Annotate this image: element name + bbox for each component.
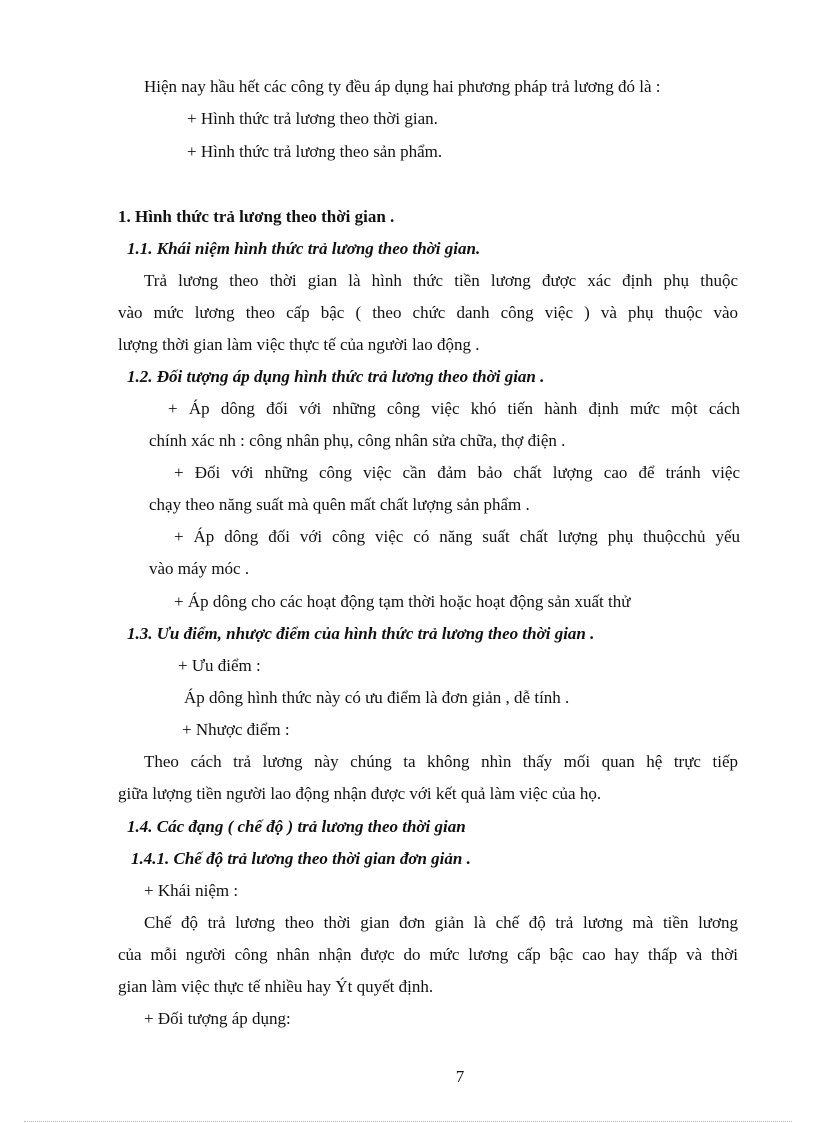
intro-paragraph: Hiện nay hầu hết các công ty đều áp dụng hai phương pháp trả lương đó là : (144, 77, 661, 96)
paragraph-line: vào mức lương theo cấp bậc ( theo chức danh công việc ) và phụ thuộc vào (118, 303, 738, 322)
section-heading-1: 1. Hình thức trả lương theo thời gian . (118, 207, 395, 226)
paragraph-line: + Khái niệm : (144, 881, 239, 900)
subsection-heading-1-1: 1.1. Khái niệm hình thức trả lương theo thời gian. (127, 239, 481, 258)
subsection-heading-1-2: 1.2. Đối tượng áp dụng hình thức trả lương theo thời gian . (127, 367, 545, 386)
paragraph-line: + Áp dông đối với những công việc khó tiến hành định mức một cách (168, 399, 740, 418)
paragraph-line: Trả lương theo thời gian là hình thức tiền lương được xác định phụ thuộc (144, 271, 738, 290)
paragraph-line: + Ưu điểm : (178, 656, 261, 675)
subsection-heading-1-4-1: 1.4.1. Chế độ trả lương theo thời gian đơn giản . (131, 849, 471, 868)
page-bottom-divider (24, 1121, 792, 1122)
paragraph-line: gian làm việc thực tế nhiều hay Ýt quyết định. (118, 977, 434, 996)
paragraph-line: lượng thời gian làm việc thực tế của người lao động . (118, 335, 480, 354)
paragraph-line: + Nhược điểm : (182, 720, 290, 739)
paragraph-line: + Đối tượng áp dụng: (144, 1009, 291, 1028)
paragraph-line: + Áp dông đối với công việc có năng suất chất lượng phụ thuộcchủ yếu (174, 527, 740, 546)
paragraph-line: + Áp dông cho các hoạt động tạm thời hoặc hoạt động sản xuất thử (174, 592, 631, 611)
paragraph-line: Theo cách trả lương này chúng ta không nhìn thấy mối quan hệ trực tiếp (144, 752, 738, 771)
paragraph-line: + Đối với những công việc cần đảm bảo chất lượng cao để tránh việc (174, 463, 740, 482)
paragraph-line: Chế độ trả lương theo thời gian đơn giản là chế độ trả lương mà tiền lương (144, 913, 738, 932)
paragraph-line: giữa lượng tiền người lao động nhận được với kết quả làm việc của họ. (118, 784, 602, 803)
paragraph-line: vào máy móc . (149, 559, 250, 578)
paragraph-line: Áp dông hình thức này có ưu điểm là đơn giản , dễ tính . (184, 688, 570, 707)
list-item: + Hình thức trả lương theo thời gian. (187, 109, 438, 128)
paragraph-line: của mỗi người công nhân nhận được do mức lương cấp bậc cao hay thấp và thời (118, 945, 738, 964)
page-number: 7 (455, 1067, 465, 1086)
list-item: + Hình thức trả lương theo sản phẩm. (187, 142, 443, 161)
subsection-heading-1-4: 1.4. Các đạng ( chế độ ) trả lương theo thời gian (127, 817, 466, 836)
paragraph-line: chạy theo năng suất mà quên mất chất lượng sản phẩm . (149, 495, 530, 514)
subsection-heading-1-3: 1.3. Ưu điểm, nhược điểm của hình thức trả lương theo thời gian . (127, 624, 595, 643)
paragraph-line: chính xác nh : công nhân phụ, công nhân sửa chữa, thợ điện . (149, 431, 566, 450)
